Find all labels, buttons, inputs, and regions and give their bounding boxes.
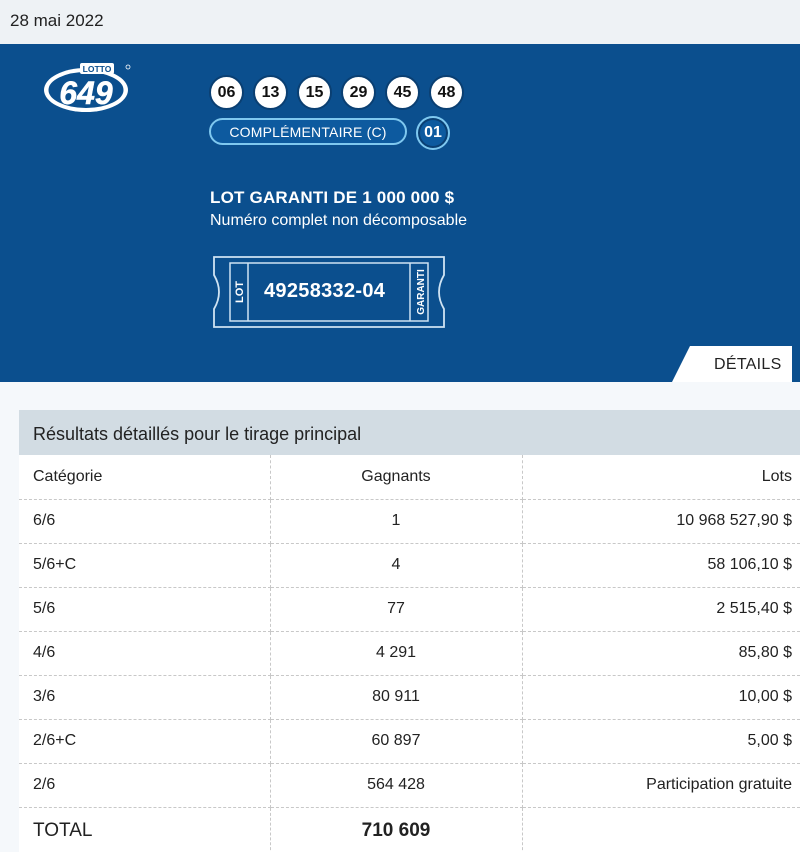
logo-top-text: LOTTO <box>82 64 112 74</box>
prize-cell: 58 106,10 $ <box>522 543 800 587</box>
complementary-ball: 01 <box>416 116 450 150</box>
category-cell: 3/6 <box>19 675 270 719</box>
ticket-left-label: LOT <box>234 281 246 303</box>
table-row <box>19 543 800 587</box>
table-row <box>19 499 800 543</box>
prize-cell: Participation gratuite <box>522 763 800 807</box>
table-row <box>19 587 800 631</box>
prize-cell: 10,00 $ <box>522 675 800 719</box>
results-title: Résultats détaillés pour le tirage principal <box>19 410 800 455</box>
category-cell: 2/6+C <box>19 719 270 763</box>
category-cell: 5/6+C <box>19 543 270 587</box>
total-winners: 710 609 <box>270 807 522 852</box>
column-header-winners: Gagnants <box>270 455 522 499</box>
date-bar <box>0 0 800 44</box>
complementary-label: COMPLÉMENTAIRE (C) <box>209 118 407 145</box>
results-panel <box>19 410 800 852</box>
draw-date: 28 mai 2022 <box>10 11 104 30</box>
table-header-row <box>19 455 800 499</box>
table-row <box>19 675 800 719</box>
total-prize-empty <box>522 807 800 852</box>
guaranteed-prize-title: LOT GARANTI DE 1 000 000 $ <box>210 188 455 207</box>
category-cell: 6/6 <box>19 499 270 543</box>
prize-cell: 85,80 $ <box>522 631 800 675</box>
ticket-number: 49258332-04 <box>264 280 386 302</box>
winners-cell: 80 911 <box>270 675 522 719</box>
ticket-right-label: GARANTI <box>416 269 427 315</box>
winners-cell: 60 897 <box>270 719 522 763</box>
column-header-category: Catégorie <box>19 455 270 499</box>
ball-3: 15 <box>297 75 332 110</box>
results-table <box>19 455 800 852</box>
category-cell: 4/6 <box>19 631 270 675</box>
table-row <box>19 719 800 763</box>
ball-2: 13 <box>253 75 288 110</box>
ball-4: 29 <box>341 75 376 110</box>
total-label: TOTAL <box>19 807 270 852</box>
category-cell: 5/6 <box>19 587 270 631</box>
logo-main-text: 649 <box>59 75 113 111</box>
ball-5: 45 <box>385 75 420 110</box>
total-row <box>19 807 800 852</box>
prize-cell: 2 515,40 $ <box>522 587 800 631</box>
ball-6: 48 <box>429 75 464 110</box>
category-cell: 2/6 <box>19 763 270 807</box>
lotto-649-logo <box>42 62 132 114</box>
winners-cell: 77 <box>270 587 522 631</box>
winners-cell: 1 <box>270 499 522 543</box>
prize-cell: 10 968 527,90 $ <box>522 499 800 543</box>
ball-1: 06 <box>209 75 244 110</box>
winners-cell: 4 <box>270 543 522 587</box>
table-row <box>19 763 800 807</box>
prize-cell: 5,00 $ <box>522 719 800 763</box>
winners-cell: 564 428 <box>270 763 522 807</box>
column-header-prizes: Lots <box>522 455 800 499</box>
details-tab[interactable]: DÉTAILS <box>714 356 782 373</box>
table-row <box>19 631 800 675</box>
winners-cell: 4 291 <box>270 631 522 675</box>
guaranteed-prize-subtitle: Numéro complet non décomposable <box>210 212 468 229</box>
draw-hero <box>0 44 800 382</box>
